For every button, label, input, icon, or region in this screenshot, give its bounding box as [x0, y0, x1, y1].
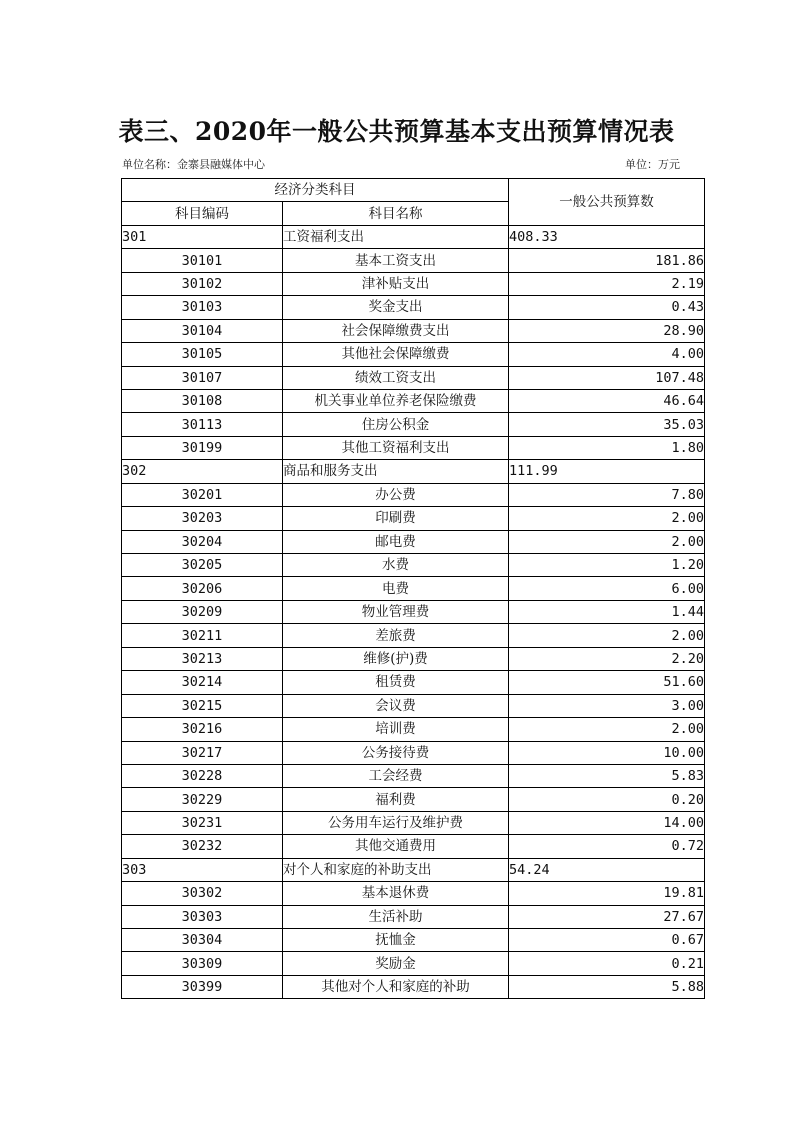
group-name: 对个人和家庭的补助支出 — [283, 858, 509, 881]
header-code: 科目编码 — [122, 202, 283, 225]
unit-label: 单位：万元 — [625, 158, 680, 171]
item-amount: 46.64 — [509, 389, 705, 412]
item-amount: 35.03 — [509, 413, 705, 436]
item-code: 30304 — [122, 929, 283, 952]
table-row — [122, 296, 705, 319]
item-name: 社会保障缴费支出 — [283, 319, 509, 342]
item-code: 30302 — [122, 882, 283, 905]
item-amount: 6.00 — [509, 577, 705, 600]
header-name: 科目名称 — [283, 202, 509, 225]
item-code: 30231 — [122, 811, 283, 834]
item-amount: 5.83 — [509, 764, 705, 787]
table-row — [122, 389, 705, 412]
item-name: 邮电费 — [283, 530, 509, 553]
item-amount: 107.48 — [509, 366, 705, 389]
item-amount: 2.00 — [509, 530, 705, 553]
item-code: 30105 — [122, 343, 283, 366]
table-row — [122, 249, 705, 272]
table-row — [122, 624, 705, 647]
item-name: 公务接待费 — [283, 741, 509, 764]
item-amount: 19.81 — [509, 882, 705, 905]
item-name: 租赁费 — [283, 671, 509, 694]
item-name: 基本退休费 — [283, 882, 509, 905]
item-code: 30102 — [122, 272, 283, 295]
table-row — [122, 600, 705, 623]
item-name: 工会经费 — [283, 764, 509, 787]
group-code: 303 — [122, 858, 283, 881]
item-name: 基本工资支出 — [283, 249, 509, 272]
item-code: 30217 — [122, 741, 283, 764]
table-row — [122, 882, 705, 905]
item-amount: 5.88 — [509, 975, 705, 998]
item-amount: 10.00 — [509, 741, 705, 764]
table-row — [122, 272, 705, 295]
item-amount: 181.86 — [509, 249, 705, 272]
unit-name-label: 单位名称：金寨县融媒体中心 — [122, 158, 265, 171]
item-name: 公务用车运行及维护费 — [283, 811, 509, 834]
item-code: 30203 — [122, 507, 283, 530]
table-row — [122, 366, 705, 389]
item-code: 30205 — [122, 554, 283, 577]
item-amount: 0.72 — [509, 835, 705, 858]
item-amount: 1.44 — [509, 600, 705, 623]
item-name: 住房公积金 — [283, 413, 509, 436]
item-code: 30113 — [122, 413, 283, 436]
item-amount: 1.20 — [509, 554, 705, 577]
item-name: 水费 — [283, 554, 509, 577]
item-code: 30199 — [122, 436, 283, 459]
item-amount: 28.90 — [509, 319, 705, 342]
item-amount: 2.00 — [509, 624, 705, 647]
item-name: 其他交通费用 — [283, 835, 509, 858]
table-row-group — [122, 858, 705, 881]
table-row — [122, 811, 705, 834]
item-code: 30232 — [122, 835, 283, 858]
table-row — [122, 718, 705, 741]
item-name: 维修(护)费 — [283, 647, 509, 670]
table-row — [122, 671, 705, 694]
item-amount: 2.20 — [509, 647, 705, 670]
group-code: 301 — [122, 225, 283, 248]
table-row — [122, 975, 705, 998]
table-row — [122, 577, 705, 600]
item-name: 奖励金 — [283, 952, 509, 975]
item-name: 电费 — [283, 577, 509, 600]
item-name: 办公费 — [283, 483, 509, 506]
item-code: 30399 — [122, 975, 283, 998]
table-row — [122, 530, 705, 553]
item-name: 其他社会保障缴费 — [283, 343, 509, 366]
table-row — [122, 647, 705, 670]
item-name: 福利费 — [283, 788, 509, 811]
table-row — [122, 554, 705, 577]
item-name: 其他工资福利支出 — [283, 436, 509, 459]
item-code: 30228 — [122, 764, 283, 787]
item-amount: 3.00 — [509, 694, 705, 717]
item-code: 30303 — [122, 905, 283, 928]
item-amount: 2.00 — [509, 507, 705, 530]
table-row — [122, 343, 705, 366]
table-row — [122, 507, 705, 530]
item-name: 物业管理费 — [283, 600, 509, 623]
item-amount: 0.43 — [509, 296, 705, 319]
group-name: 工资福利支出 — [283, 225, 509, 248]
item-name: 津补贴支出 — [283, 272, 509, 295]
table-row — [122, 483, 705, 506]
table-row — [122, 436, 705, 459]
item-amount: 1.80 — [509, 436, 705, 459]
item-name: 印刷费 — [283, 507, 509, 530]
item-name: 其他对个人和家庭的补助 — [283, 975, 509, 998]
table-row — [122, 929, 705, 952]
item-amount: 7.80 — [509, 483, 705, 506]
item-code: 30107 — [122, 366, 283, 389]
item-code: 30204 — [122, 530, 283, 553]
item-name: 抚恤金 — [283, 929, 509, 952]
item-code: 30206 — [122, 577, 283, 600]
item-amount: 27.67 — [509, 905, 705, 928]
item-code: 30201 — [122, 483, 283, 506]
group-code: 302 — [122, 460, 283, 483]
item-amount: 2.00 — [509, 718, 705, 741]
table-row-group — [122, 225, 705, 248]
budget-table — [121, 178, 705, 999]
table-body — [122, 225, 705, 998]
item-code: 30215 — [122, 694, 283, 717]
item-amount: 4.00 — [509, 343, 705, 366]
table-row — [122, 788, 705, 811]
table-row — [122, 319, 705, 342]
item-code: 30216 — [122, 718, 283, 741]
item-code: 30104 — [122, 319, 283, 342]
group-amount: 111.99 — [509, 460, 705, 483]
table-row — [122, 952, 705, 975]
item-amount: 0.20 — [509, 788, 705, 811]
item-code: 30309 — [122, 952, 283, 975]
item-code: 30209 — [122, 600, 283, 623]
table-row — [122, 835, 705, 858]
table-row — [122, 694, 705, 717]
page-title: 表三、2020年一般公共预算基本支出预算情况表 — [118, 117, 675, 146]
item-amount: 14.00 — [509, 811, 705, 834]
item-code: 30211 — [122, 624, 283, 647]
item-amount: 0.21 — [509, 952, 705, 975]
item-name: 奖金支出 — [283, 296, 509, 319]
item-name: 生活补助 — [283, 905, 509, 928]
header-amount: 一般公共预算数 — [509, 179, 705, 226]
item-code: 30213 — [122, 647, 283, 670]
item-code: 30103 — [122, 296, 283, 319]
group-name: 商品和服务支出 — [283, 460, 509, 483]
item-amount: 2.19 — [509, 272, 705, 295]
group-amount: 54.24 — [509, 858, 705, 881]
item-name: 会议费 — [283, 694, 509, 717]
item-code: 30108 — [122, 389, 283, 412]
item-amount: 0.67 — [509, 929, 705, 952]
table-row — [122, 413, 705, 436]
item-name: 绩效工资支出 — [283, 366, 509, 389]
item-code: 30101 — [122, 249, 283, 272]
table-row — [122, 764, 705, 787]
item-code: 30229 — [122, 788, 283, 811]
table-header — [122, 179, 705, 226]
item-amount: 51.60 — [509, 671, 705, 694]
table-row — [122, 741, 705, 764]
item-name: 机关事业单位养老保险缴费 — [283, 389, 509, 412]
group-amount: 408.33 — [509, 225, 705, 248]
item-name: 差旅费 — [283, 624, 509, 647]
table-row — [122, 905, 705, 928]
item-name: 培训费 — [283, 718, 509, 741]
header-economic-category: 经济分类科目 — [122, 179, 509, 202]
item-code: 30214 — [122, 671, 283, 694]
table-row-group — [122, 460, 705, 483]
